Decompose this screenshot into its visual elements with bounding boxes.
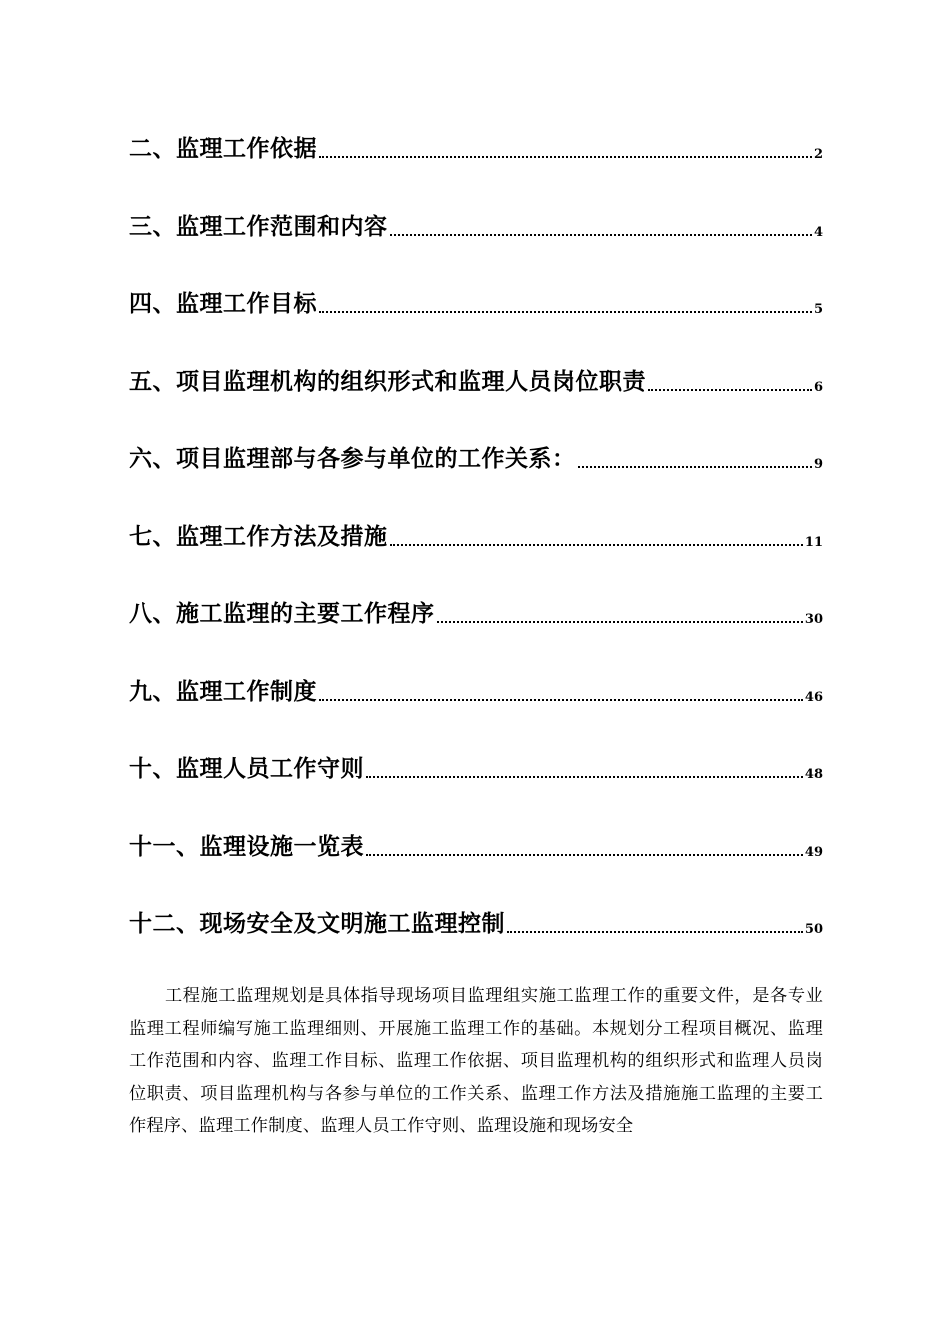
toc-entry-title: 九、监理工作制度 bbox=[129, 678, 317, 705]
toc-dot-leader bbox=[319, 311, 812, 313]
toc-entry[interactable] bbox=[129, 784, 823, 862]
toc-entry-page: 46 bbox=[804, 689, 823, 705]
toc-entry-title: 七、监理工作方法及措施 bbox=[129, 523, 388, 550]
toc-entry-page: 49 bbox=[804, 844, 823, 860]
toc-entry-title: 三、监理工作范围和内容 bbox=[129, 213, 388, 240]
toc-dot-leader bbox=[319, 156, 812, 158]
toc-dot-leader bbox=[390, 544, 803, 546]
toc-entry-title: 四、监理工作目标 bbox=[129, 291, 317, 317]
toc-dot-leader bbox=[578, 466, 812, 468]
toc-entry[interactable] bbox=[129, 474, 823, 552]
toc-entry[interactable] bbox=[129, 242, 823, 320]
toc-entry[interactable] bbox=[129, 862, 823, 940]
toc-entry[interactable] bbox=[129, 397, 823, 475]
toc-entry-page: 4 bbox=[813, 224, 823, 240]
intro-paragraph: 工程施工监理规划是具体指导现场项目监理组实施工监理工作的重要文件，是各专业监理工程师编写施工监理细则、开展施工监理工作的基础。本规划分工程项目概况、监理工作范围和内容、监理工作目标、监理工作依据、项目监理机构的组织形式和监理人员岗位职责、项目监理机构与各参与单位的工作关系、监理工作方法及措施施工监理的主要工作程序、监理工作制度、监理人员工作守则、监理设施和现场安全 bbox=[129, 986, 823, 1136]
toc-dot-leader bbox=[507, 931, 803, 933]
toc-entry-title: 二、监理工作依据 bbox=[129, 136, 317, 162]
toc-entry-title: 十一、监理设施一览表 bbox=[129, 833, 364, 860]
toc-entry[interactable] bbox=[129, 164, 823, 242]
toc-dot-leader bbox=[319, 699, 803, 701]
toc-entry-page: 48 bbox=[804, 767, 823, 782]
toc-dot-leader bbox=[366, 776, 803, 778]
table-of-contents bbox=[129, 124, 823, 939]
toc-entry[interactable] bbox=[129, 629, 823, 707]
toc-dot-leader bbox=[390, 234, 812, 236]
toc-dot-leader bbox=[437, 621, 803, 623]
toc-dot-leader bbox=[648, 389, 812, 391]
toc-dot-leader bbox=[366, 854, 803, 856]
toc-entry-page: 30 bbox=[804, 612, 823, 627]
toc-entry-page: 6 bbox=[813, 379, 823, 395]
toc-entry[interactable] bbox=[129, 319, 823, 397]
toc-entry-page: 9 bbox=[813, 457, 823, 472]
toc-entry-title: 十、监理人员工作守则 bbox=[129, 756, 364, 782]
toc-entry[interactable] bbox=[129, 124, 823, 164]
toc-entry-title: 十二、现场安全及文明施工监理控制 bbox=[129, 911, 505, 937]
toc-entry[interactable] bbox=[129, 707, 823, 785]
toc-entry-title: 五、项目监理机构的组织形式和监理人员岗位职责 bbox=[129, 368, 646, 395]
toc-entry-page: 50 bbox=[804, 922, 823, 937]
toc-entry-title: 八、施工监理的主要工作程序 bbox=[129, 601, 435, 627]
toc-entry-page: 5 bbox=[813, 302, 823, 317]
toc-entry-title: 六、项目监理部与各参与单位的工作关系： bbox=[129, 446, 576, 472]
toc-entry-page: 2 bbox=[813, 147, 823, 162]
toc-entry-page: 11 bbox=[804, 534, 823, 550]
toc-entry[interactable] bbox=[129, 552, 823, 630]
